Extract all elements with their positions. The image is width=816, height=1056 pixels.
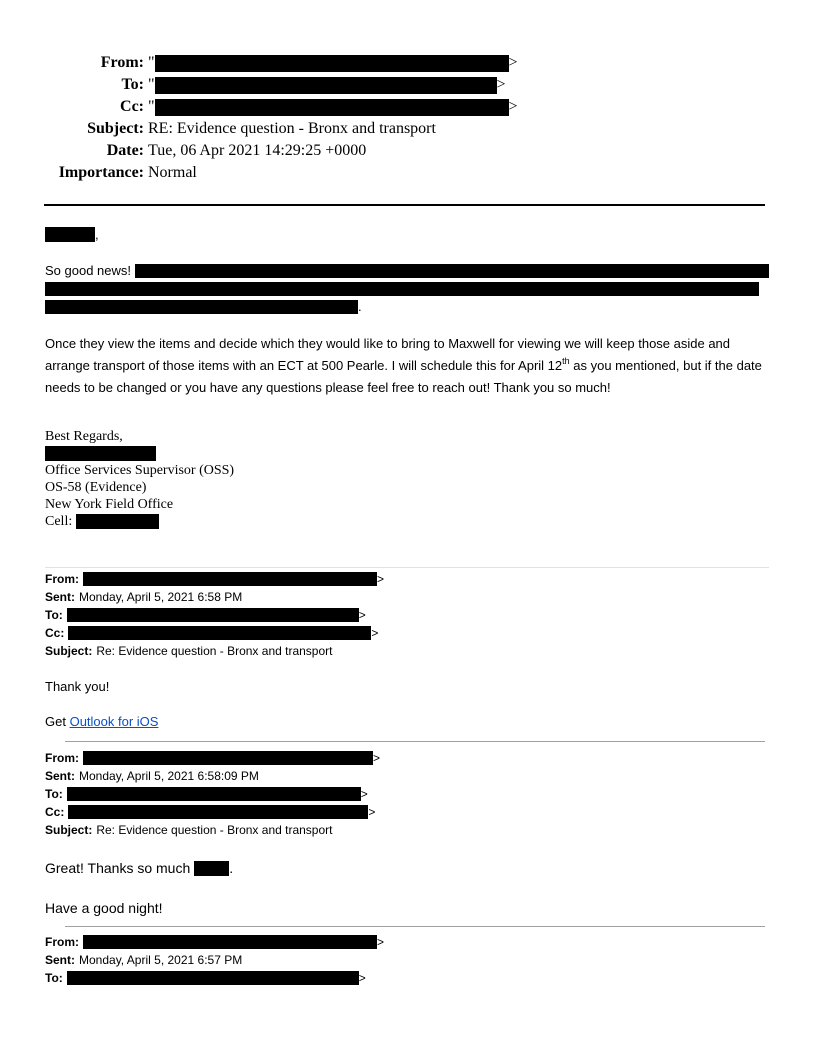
- cc-close: >: [508, 98, 518, 115]
- para2-text-a: Once they view the items and decide which they would like to bring to Maxwell for viewing we will keep those aside and arrange transport of those items with an ECT at 500 Pearle. I will schedule this for April 12: [45, 336, 731, 373]
- msg1-cc-suffix: >: [371, 626, 379, 640]
- redaction-box: [67, 608, 359, 622]
- para1-text: So good news!: [45, 263, 132, 278]
- msg2-to-label: To:: [45, 787, 63, 801]
- msg1-footer: [45, 714, 158, 729]
- to-quote: ": [148, 76, 155, 93]
- para2-text-b: as you mentioned, but if the date needs to be changed or you have any questions please feel free to reach out! Thank you so much!: [45, 358, 762, 395]
- cell-label: Cell:: [45, 514, 73, 529]
- signature-cell: [45, 513, 234, 530]
- header-date-row: [40, 140, 760, 162]
- msg1-subject-value: Re: Evidence question - Bronx and transport: [96, 644, 333, 658]
- salutation-comma: ,: [95, 227, 99, 242]
- signature-office: New York Field Office: [45, 497, 174, 512]
- signature-closing: Best Regards,: [45, 429, 123, 444]
- redaction-box: [83, 572, 377, 586]
- cc-quote: ": [148, 98, 155, 115]
- para1-period: .: [358, 299, 362, 314]
- msg2-body-line2: Have a good night!: [45, 900, 163, 916]
- msg3-from-suffix: >: [377, 935, 385, 949]
- msg3-from-label: From:: [45, 935, 79, 949]
- msg1-to-label: To:: [45, 608, 63, 622]
- header-to-row: [40, 74, 760, 96]
- msg2-from-suffix: >: [373, 751, 381, 765]
- msg2-cc-suffix: >: [368, 805, 376, 819]
- importance-label: Importance:: [58, 164, 144, 181]
- date-value: Tue, 06 Apr 2021 14:29:25 +0000: [148, 142, 367, 159]
- redaction-box: [67, 971, 359, 985]
- msg2-sent-value: Monday, April 5, 2021 6:58:09 PM: [79, 769, 259, 783]
- redaction-box: [83, 751, 373, 765]
- msg2-to-suffix: >: [360, 787, 368, 801]
- redaction-box: [83, 935, 377, 949]
- msg1-body: Thank you!: [45, 679, 110, 694]
- msg1-cc-label: Cc:: [45, 626, 65, 640]
- email-header: [40, 52, 760, 184]
- msg1-get-text: Get: [45, 714, 70, 729]
- redaction-box: [45, 300, 358, 314]
- salutation: [45, 227, 99, 242]
- redaction-box: [155, 99, 509, 116]
- msg2-sent-label: Sent:: [45, 769, 75, 783]
- msg1-from-label: From:: [45, 572, 79, 586]
- redaction-box: [45, 227, 95, 242]
- body-paragraph-2: [45, 333, 773, 399]
- msg1-to-suffix: >: [358, 608, 366, 622]
- message-divider: [65, 741, 765, 742]
- redaction-box: [155, 55, 509, 72]
- to-label: To:: [121, 76, 144, 93]
- msg1-from-suffix: >: [377, 572, 385, 586]
- header-importance-row: [40, 162, 760, 184]
- msg2-body-text: Great! Thanks so much: [45, 860, 191, 876]
- msg3-sent-value: Monday, April 5, 2021 6:57 PM: [79, 953, 243, 967]
- header-cc-row: [40, 96, 760, 118]
- message-divider: [45, 567, 769, 568]
- importance-value: Normal: [148, 164, 197, 181]
- para2-superscript: th: [562, 356, 570, 366]
- from-quote: ": [148, 54, 155, 71]
- msg2-subject-label: Subject:: [45, 823, 93, 837]
- from-label: From:: [100, 54, 144, 71]
- message-header-2: [45, 749, 380, 839]
- msg3-to-suffix: >: [358, 971, 366, 985]
- msg2-from-label: From:: [45, 751, 79, 765]
- msg3-to-label: To:: [45, 971, 63, 985]
- from-close: >: [508, 54, 518, 71]
- to-close: >: [496, 76, 506, 93]
- msg2-body-period: .: [229, 860, 234, 876]
- header-subject-row: [40, 118, 760, 140]
- header-from-row: [40, 52, 760, 74]
- msg1-sent-value: Monday, April 5, 2021 6:58 PM: [79, 590, 243, 604]
- redaction-box: [67, 787, 361, 801]
- message-divider: [65, 926, 765, 927]
- msg2-subject-value: Re: Evidence question - Bronx and transport: [96, 823, 333, 837]
- signature-title: Office Services Supervisor (OSS): [45, 463, 235, 478]
- msg1-subject-label: Subject:: [45, 644, 93, 658]
- message-header-3: [45, 933, 384, 987]
- redaction-box: [45, 282, 759, 296]
- message-header-1: [45, 570, 384, 660]
- date-label: Date:: [106, 142, 144, 159]
- redaction-box: [68, 805, 368, 819]
- redaction-box: [76, 514, 159, 529]
- redaction-box: [194, 861, 229, 876]
- outlook-ios-link[interactable]: Outlook for iOS: [69, 714, 159, 729]
- redaction-box: [68, 626, 371, 640]
- body-paragraph-1: [45, 262, 773, 316]
- redaction-box: [45, 446, 156, 461]
- redaction-box: [135, 264, 769, 278]
- subject-label: Subject:: [87, 120, 144, 137]
- msg1-sent-label: Sent:: [45, 590, 75, 604]
- msg3-sent-label: Sent:: [45, 953, 75, 967]
- msg2-cc-label: Cc:: [45, 805, 65, 819]
- signature-block: [45, 428, 234, 530]
- redaction-box: [155, 77, 497, 94]
- cc-label: Cc:: [120, 98, 144, 115]
- header-divider: [44, 204, 765, 206]
- msg2-body-line1: [45, 858, 233, 878]
- signature-unit: OS-58 (Evidence): [45, 480, 147, 495]
- subject-value: RE: Evidence question - Bronx and transport: [148, 120, 436, 137]
